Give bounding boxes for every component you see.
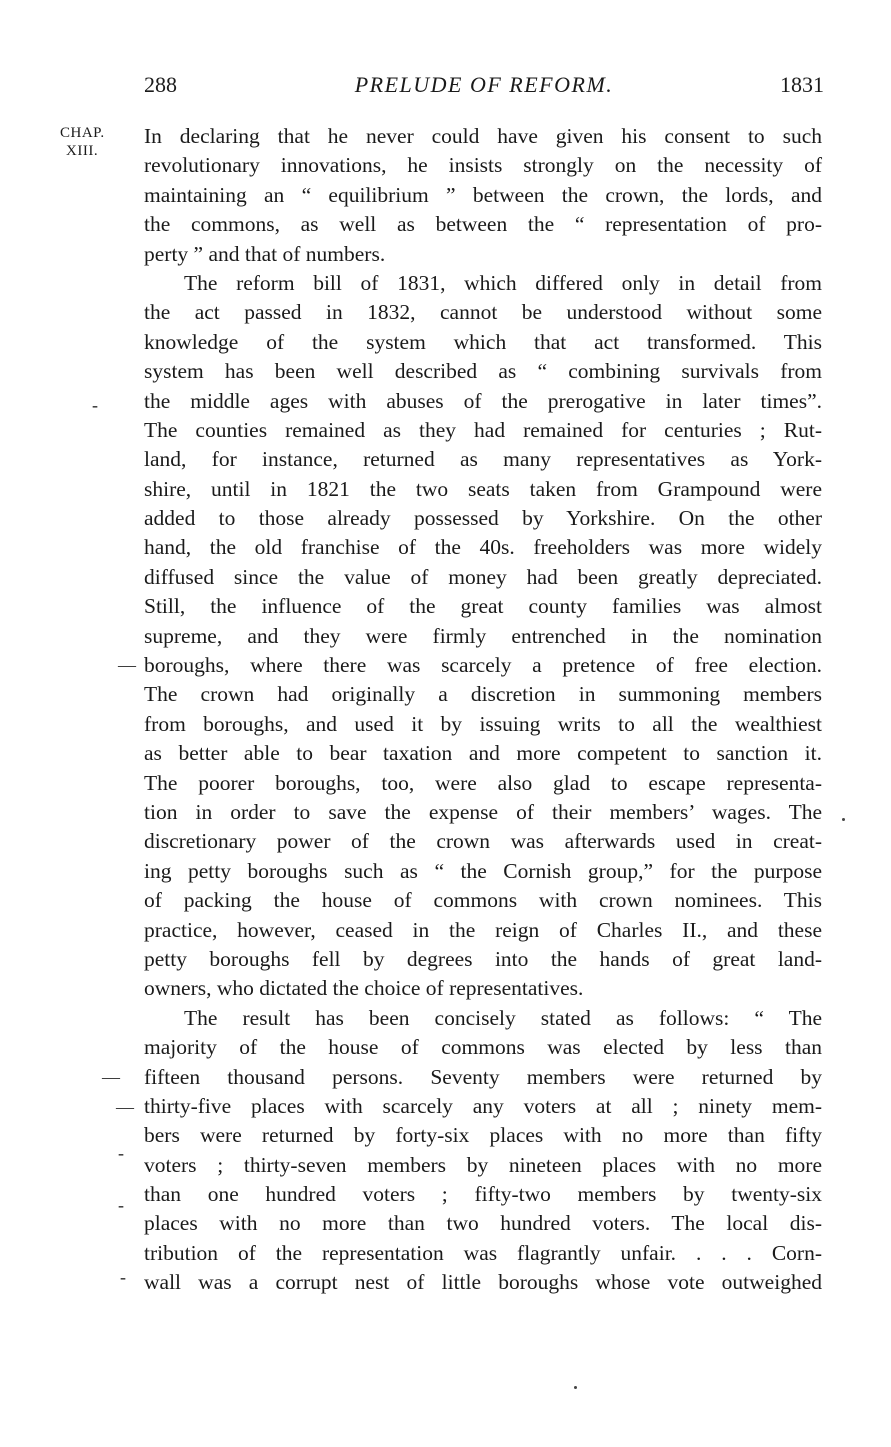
chap-label: CHAP. (60, 125, 105, 141)
text-line: The result has been concisely stated as follows: “ The (184, 1005, 822, 1030)
text-line: knowledge of the system which that act transformed. This (144, 329, 822, 354)
text-line: as better able to bear taxation and more competent to sanction it. (144, 741, 822, 766)
chapter-side-note (60, 124, 140, 160)
margin-mark: - (120, 1267, 126, 1287)
text-line: supreme, and they were firmly entrenched in the nomination (144, 623, 822, 648)
page-speck (574, 1386, 577, 1389)
text-line: wall was a corrupt nest of little boroughs whose vote outweighed (144, 1270, 822, 1295)
text-line: revolutionary innovations, he insists strongly on the necessity of (144, 153, 822, 178)
text-line: majority of the house of commons was elected by less than (144, 1035, 822, 1060)
text-line: The reform bill of 1831, which differed only in detail from (184, 270, 822, 295)
page-number: 288 (144, 72, 177, 97)
margin-mark: — (118, 655, 136, 675)
margin-mark: — (102, 1067, 120, 1087)
text-line: discretionary power of the crown was afterwards used in creat- (144, 829, 822, 854)
text-line: maintaining an “ equilibrium ” between the crown, the lords, and (144, 182, 822, 207)
text-line: added to those already possessed by Yorkshire. On the other (144, 506, 822, 531)
text-line: of packing the house of commons with crown nominees. This (144, 888, 822, 913)
text-line: system has been well described as “ combining survivals from (144, 359, 822, 384)
text-line: perty ” and that of numbers. (144, 241, 386, 266)
margin-mark: - (118, 1143, 124, 1163)
text-line: The crown had originally a discretion in summoning members (144, 682, 822, 707)
text-line: bers were returned by forty-six places with no more than fifty (144, 1123, 822, 1148)
text-line: land, for instance, returned as many representatives as York- (144, 447, 822, 472)
text-line: boroughs, where there was scarcely a pretence of free election. (144, 653, 822, 678)
text-line: The poorer boroughs, too, were also glad to escape representa- (144, 770, 822, 795)
text-line: The counties remained as they had remained for centuries ; Rut- (144, 417, 822, 442)
text-line: tion in order to save the expense of their members’ wages. The (144, 799, 822, 824)
text-line: thirty-five places with scarcely any voters at all ; ninety mem- (144, 1093, 822, 1118)
text-line: petty boroughs fell by degrees into the hands of great land- (144, 946, 822, 971)
text-line: ing petty boroughs such as “ the Cornish group,” for the purpose (144, 858, 822, 883)
text-line: tribution of the representation was flagrantly unfair. . . . Corn- (144, 1240, 822, 1265)
body-text (144, 122, 822, 1298)
text-line: shire, until in 1821 the two seats taken from Grampound were (144, 476, 822, 501)
margin-mark: - (92, 395, 98, 415)
text-line: places with no more than two hundred voters. The local dis- (144, 1211, 822, 1236)
text-line: Still, the influence of the great county families was almost (144, 594, 822, 619)
text-line: from boroughs, and used it by issuing writs to all the wealthiest (144, 711, 822, 736)
text-line: fifteen thousand persons. Seventy members were returned by (144, 1064, 822, 1089)
margin-speck (842, 818, 845, 821)
text-line: diffused since the value of money had been greatly depreciated. (144, 564, 822, 589)
text-line: hand, the old franchise of the 40s. freeholders was more widely (144, 535, 822, 560)
text-line: voters ; thirty-seven members by nineteen places with no more (144, 1152, 822, 1177)
chap-number: XIII. (66, 143, 99, 159)
text-line: the middle ages with abuses of the prerogative in later times”. (144, 388, 822, 413)
text-line: In declaring that he never could have given his consent to such (144, 124, 822, 148)
running-title: PRELUDE OF REFORM. (354, 72, 614, 97)
text-line: practice, however, ceased in the reign of Charles II., and these (144, 917, 822, 942)
header-year: 1831 (780, 72, 824, 97)
margin-mark: — (116, 1097, 134, 1117)
text-line: than one hundred voters ; fifty-two members by twenty-six (144, 1182, 822, 1207)
running-header (144, 72, 824, 106)
margin-mark: - (118, 1195, 124, 1215)
text-line: owners, who dictated the choice of representatives. (144, 976, 584, 1001)
text-line: the act passed in 1832, cannot be understood without some (144, 300, 822, 325)
text-line: the commons, as well as between the “ representation of pro- (144, 212, 822, 237)
